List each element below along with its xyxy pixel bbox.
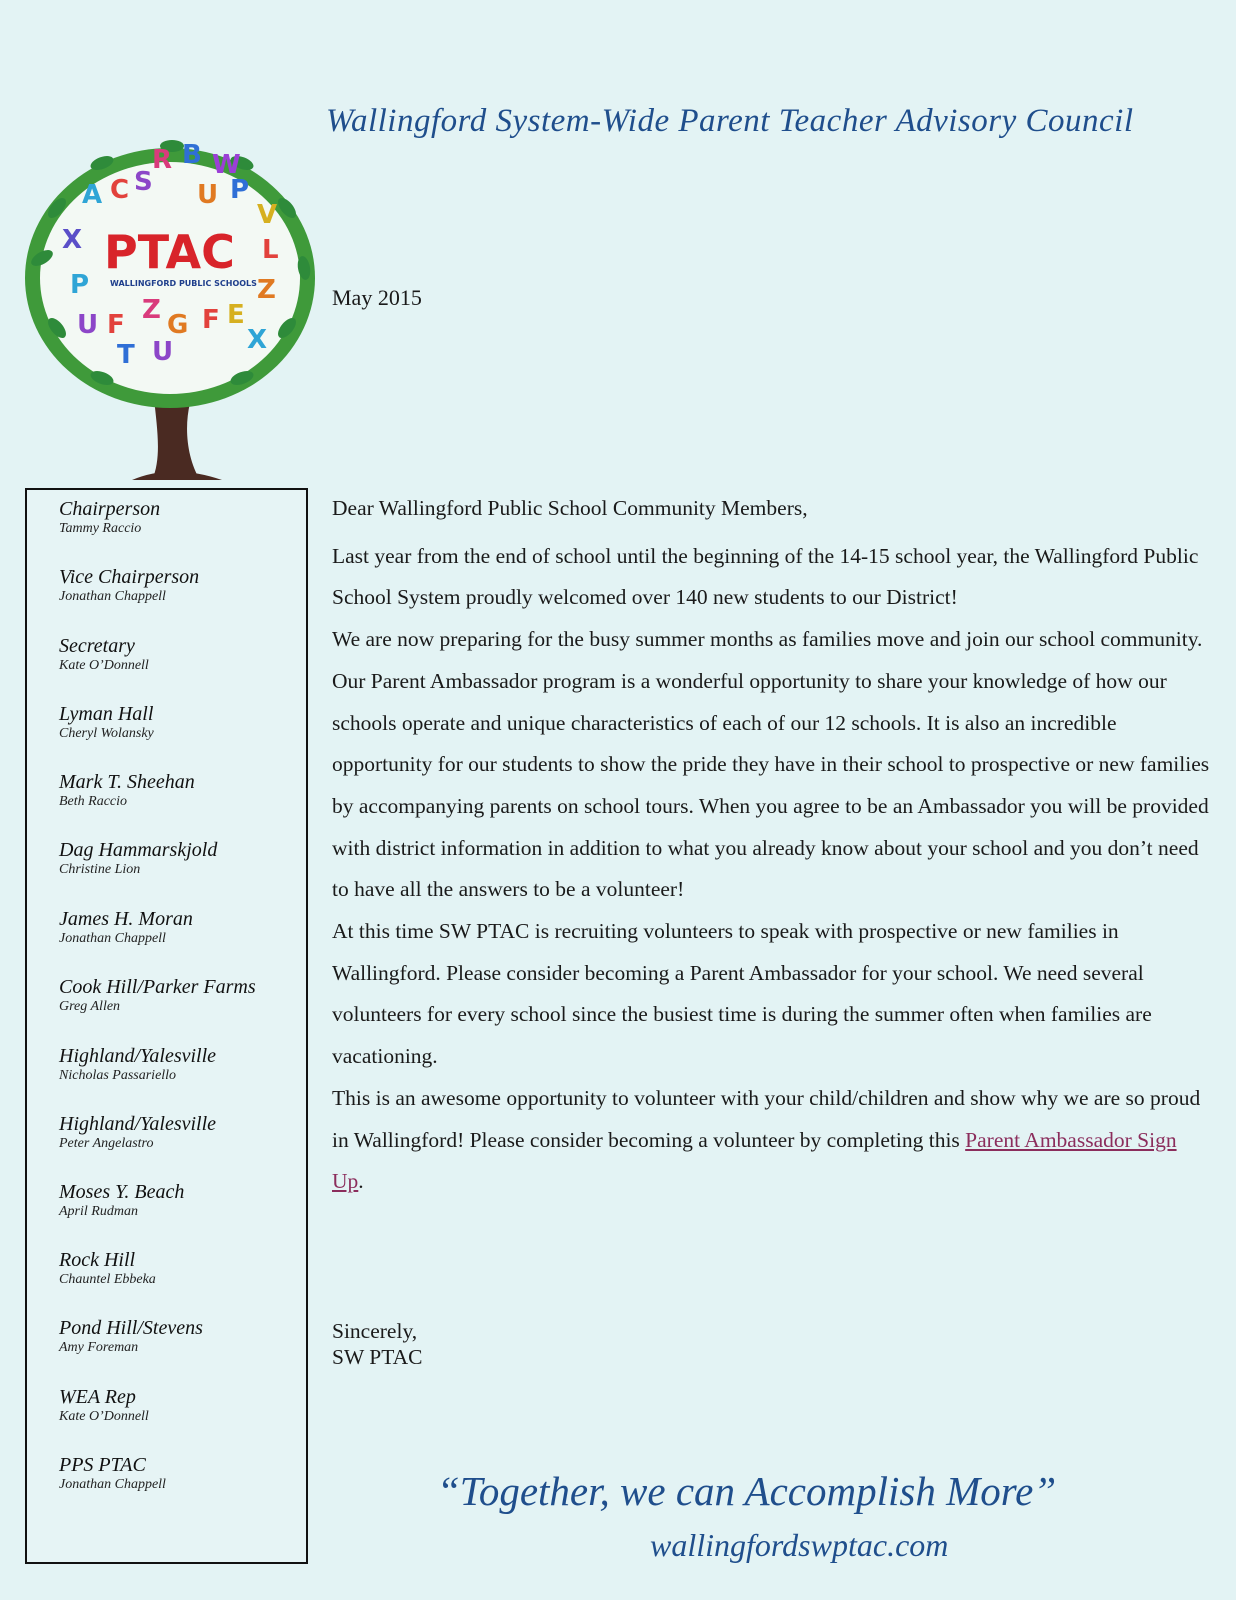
svg-text:Z: Z xyxy=(257,275,276,305)
role-title: James H. Moran xyxy=(59,908,193,930)
paragraph-1: Last year from the end of school until the beginning of the 14-15 school year, the Wallingford Public School System proudly welcomed over 140 new students to our District! xyxy=(332,543,1199,610)
svg-text:R: R xyxy=(152,145,173,175)
letter-body xyxy=(332,488,1212,1203)
role-block xyxy=(59,1386,149,1426)
role-block xyxy=(59,908,193,948)
svg-text:G: G xyxy=(167,310,189,340)
role-name: Cheryl Wolansky xyxy=(59,726,154,741)
svg-text:W: W xyxy=(212,150,241,180)
role-title: Moses Y. Beach xyxy=(59,1181,185,1203)
role-title: Highland/Yalesville xyxy=(59,1045,217,1067)
role-name: Jonathan Chappell xyxy=(59,589,166,604)
svg-text:F: F xyxy=(107,310,125,340)
logo-subtext: WALLINGFORD PUBLIC SCHOOLS xyxy=(110,279,257,288)
role-title: PPS PTAC xyxy=(59,1454,146,1476)
role-title: Dag Hammarskjold xyxy=(59,839,218,861)
role-title: Vice Chairperson xyxy=(59,566,200,588)
svg-text:X: X xyxy=(62,225,83,255)
svg-text:F: F xyxy=(202,305,220,335)
svg-text:U: U xyxy=(152,337,174,367)
role-name: Kate O’Donnell xyxy=(59,658,149,673)
officers-sidebar xyxy=(25,488,308,1564)
svg-text:V: V xyxy=(257,200,278,230)
svg-text:X: X xyxy=(247,325,268,355)
closing-line: Sincerely, xyxy=(332,1319,418,1343)
role-title: Mark T. Sheehan xyxy=(59,771,195,793)
logo-text: PTAC xyxy=(104,225,235,279)
role-block xyxy=(59,1113,216,1153)
role-title: Pond Hill/Stevens xyxy=(59,1317,203,1339)
svg-text:U: U xyxy=(197,180,219,210)
role-name: April Rudman xyxy=(59,1204,138,1219)
role-name: Jonathan Chappell xyxy=(59,931,166,946)
role-block xyxy=(59,498,160,538)
svg-text:C: C xyxy=(110,175,130,205)
parent-ambassador-signup-link[interactable]: Parent Ambassador Sign Up xyxy=(332,1127,1177,1194)
svg-text:L: L xyxy=(262,235,279,265)
letter-date: May 2015 xyxy=(332,285,422,310)
role-title: Lyman Hall xyxy=(59,703,154,725)
role-block xyxy=(59,1181,184,1221)
role-title: Secretary xyxy=(59,635,135,657)
svg-text:T: T xyxy=(117,340,135,370)
svg-text:E: E xyxy=(227,300,245,330)
role-block xyxy=(59,566,199,606)
role-title: Highland/Yalesville xyxy=(59,1113,217,1135)
paragraph-4-text: This is an awesome opportunity to volunteer with your child/children and show why we are so proud in Wallingford! Please consider becoming a volunteer by completing this xyxy=(332,1085,1201,1152)
role-name: Chauntel Ebbeka xyxy=(59,1272,156,1287)
link-suffix: . xyxy=(358,1169,364,1194)
ptac-tree-logo xyxy=(22,128,322,480)
organization-title: Wallingford System-Wide Parent Teacher Advisory Council xyxy=(326,103,1134,139)
svg-text:S: S xyxy=(134,167,153,197)
website-url[interactable]: wallingfordswptac.com xyxy=(650,1527,949,1563)
role-block xyxy=(59,976,256,1016)
role-block xyxy=(59,1317,203,1357)
role-title: Chairperson xyxy=(59,498,161,520)
role-block xyxy=(59,635,149,675)
role-block xyxy=(59,703,154,743)
svg-text:P: P xyxy=(70,270,90,300)
role-name: Beth Raccio xyxy=(59,794,128,809)
paragraph-2: We are now preparing for the busy summer months as families move and join our school community. Our Parent Ambassador program is a wonderful opportunity to share your knowledge of how our schools operate and unique characteristics of each of our 12 schools. It is also an incredible opportunity for our students to show the pride they have in their school to prospective or new families by accompanying parents on school tours. When you agree to be an Ambassador you will be provided with district information in addition to what you already know about your school and you don’t need to have all the answers to be a volunteer! xyxy=(332,627,1210,902)
paragraph-3: At this time SW PTAC is recruiting volunteers to speak with prospective or new families in Wallingford. Please consider becoming a Parent Ambassador for your school. We need several volunteers for every school since the busiest time is during the summer often when families are vacationing. xyxy=(332,919,1152,1069)
svg-text:B: B xyxy=(182,140,202,170)
salutation: Dear Wallingford Public School Community Members, xyxy=(332,496,808,520)
role-name: Peter Angelastro xyxy=(59,1136,154,1151)
role-name: Jonathan Chappell xyxy=(59,1477,166,1492)
svg-text:Z: Z xyxy=(142,295,161,325)
role-name: Kate O’Donnell xyxy=(59,1409,149,1424)
slogan: “Together, we can Accomplish More” xyxy=(437,1468,1057,1514)
svg-text:U: U xyxy=(77,310,99,340)
role-name: Greg Allen xyxy=(59,999,121,1014)
role-block xyxy=(59,839,217,879)
role-name: Amy Foreman xyxy=(59,1340,139,1355)
role-block xyxy=(59,771,195,811)
closing xyxy=(332,1318,422,1370)
role-name: Tammy Raccio xyxy=(59,521,142,536)
role-name: Nicholas Passariello xyxy=(59,1068,177,1083)
svg-text:P: P xyxy=(230,175,250,205)
signature: SW PTAC xyxy=(332,1345,423,1369)
role-block xyxy=(59,1454,166,1494)
role-block xyxy=(59,1249,156,1289)
role-name: Christine Lion xyxy=(59,862,141,877)
paragraph-4 xyxy=(332,1078,1212,1203)
role-title: WEA Rep xyxy=(59,1386,136,1408)
svg-text:A: A xyxy=(82,180,103,210)
role-title: Cook Hill/Parker Farms xyxy=(59,976,256,998)
role-block xyxy=(59,1045,216,1085)
role-title: Rock Hill xyxy=(59,1249,136,1271)
